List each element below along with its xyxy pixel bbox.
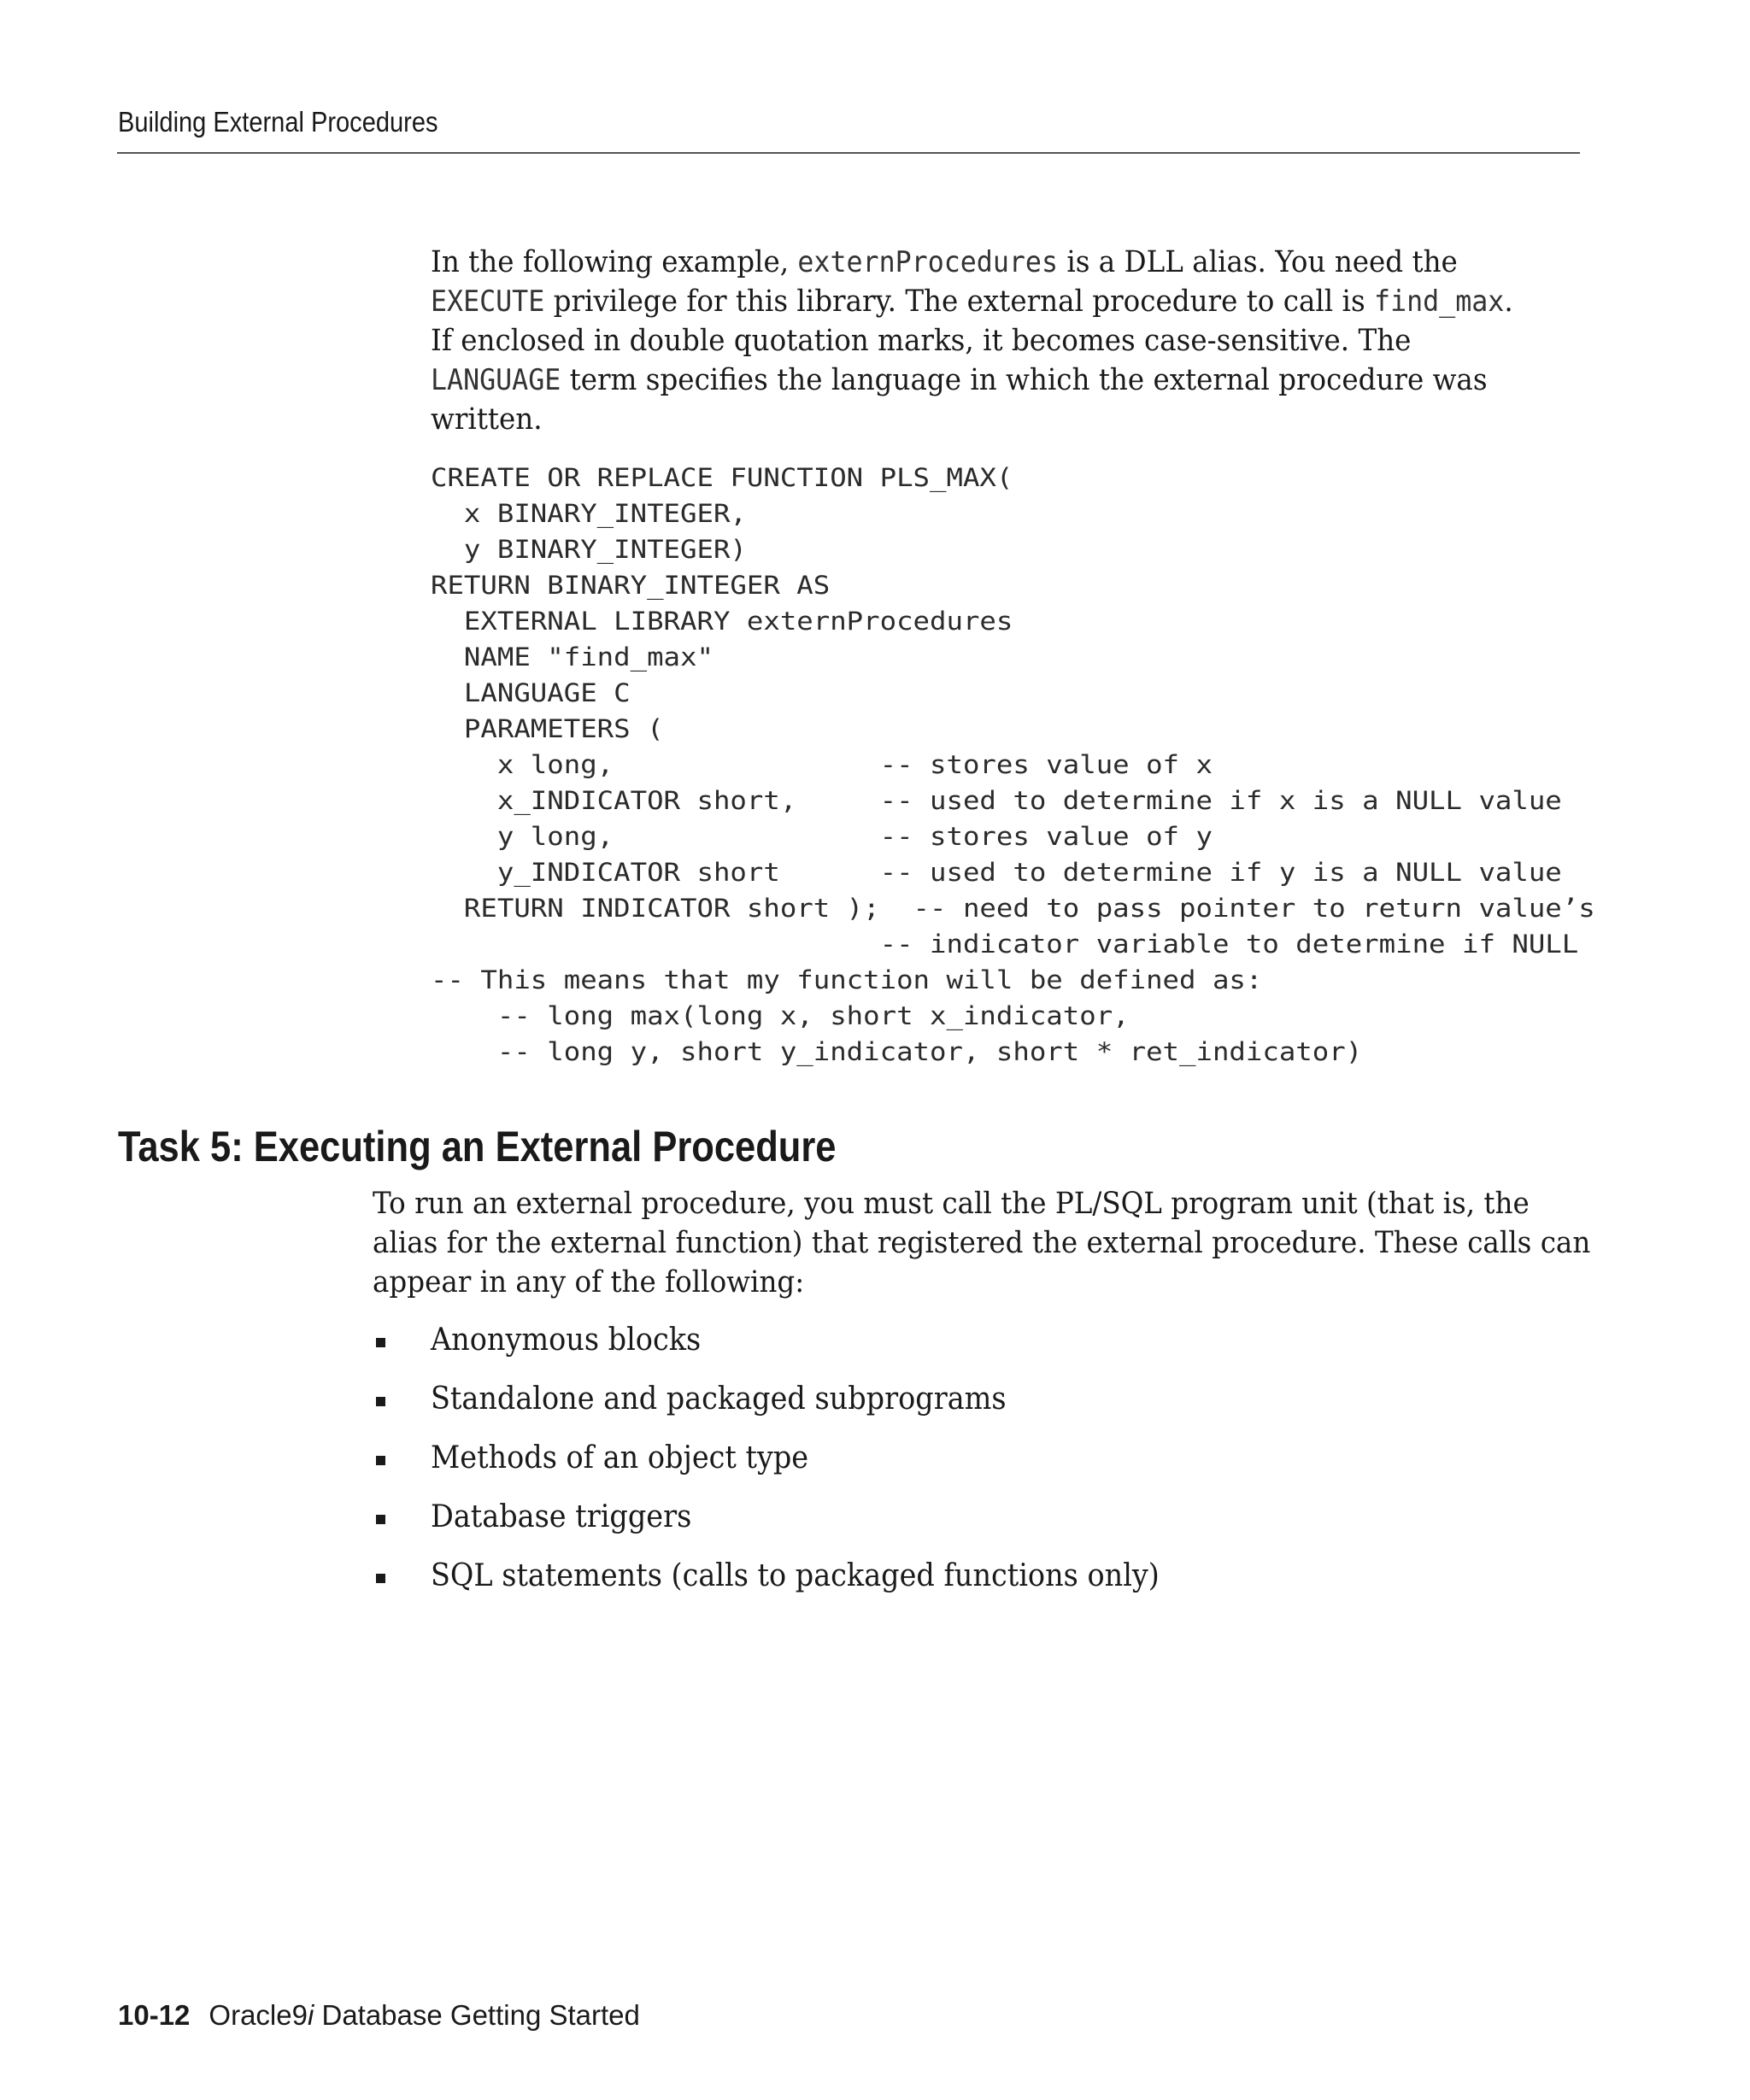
list-item-text: Anonymous blocks <box>431 1323 702 1358</box>
page-number: 10-12 <box>118 1999 191 2031</box>
running-header-title: Building External Procedures <box>118 106 438 138</box>
square-bullet-icon <box>376 1397 385 1406</box>
intro-line-1 <box>431 243 1512 282</box>
section-paragraph-line-2: alias for the external function) that registered the external procedure. These calls can <box>373 1226 1591 1260</box>
intro-line-3: If enclosed in double quotation marks, it becomes case-sensitive. The <box>431 324 1412 358</box>
section-heading: Task 5: Executing an External Procedure <box>118 1123 837 1170</box>
inline-code-language: LANGUAGE <box>431 363 561 397</box>
intro-text: is a DLL alias. You need the <box>1057 245 1458 279</box>
intro-line-5: written. <box>431 402 543 437</box>
section-paragraph-line-3: appear in any of the following: <box>373 1265 805 1299</box>
code-example-block: CREATE OR REPLACE FUNCTION PLS_MAX( x BINARY_INTEGER, y BINARY_INTEGER) RETURN BINARY_INTEGER AS EXTERNAL LIBRARY externProcedures NAME "find_max" LANGUAGE C PARAMETERS ( x long, -- stores value of x x_INDICATOR short, -- used to determine if x is a NULL value y long, -- stores value of y y_INDICATOR short -- used to determine if y is a NULL value RETURN INDICATOR short ); -- need to pass pointer to return value’s -- indicator variable to determine if NULL -- This means that my function will be defined as: -- long max(long x, short x_indicator, -- long y, short y_indicator, short * ret_indicator) <box>431 463 1595 1066</box>
intro-text: term specifies the language in which the external procedure was <box>561 363 1488 397</box>
intro-line-4 <box>431 361 1512 400</box>
intro-text: . <box>1504 284 1513 319</box>
list-item-text: Database triggers <box>431 1499 692 1534</box>
book-title-prefix: Oracle9 <box>208 1999 308 2031</box>
intro-line-2 <box>431 282 1512 321</box>
page-footer <box>118 1999 640 2032</box>
intro-text: In the following example, <box>431 245 798 279</box>
section-paragraph <box>373 1184 1591 1302</box>
square-bullet-icon <box>376 1574 385 1583</box>
inline-code-find-max: find_max <box>1374 284 1505 319</box>
square-bullet-icon <box>376 1338 385 1347</box>
square-bullet-icon <box>376 1515 385 1524</box>
intro-text: privilege for this library. The external procedure to call is <box>544 284 1375 319</box>
book-title-suffix: Database Getting Started <box>314 1999 640 2031</box>
list-item-text: SQL statements (calls to packaged functions only) <box>431 1558 1160 1593</box>
intro-paragraph <box>431 243 1512 439</box>
book-title-italic: i <box>307 1999 314 2031</box>
header-divider <box>117 152 1580 154</box>
list-item-text: Standalone and packaged subprograms <box>431 1381 1007 1417</box>
section-paragraph-line-1: To run an external procedure, you must call the PL/SQL program unit (that is, the <box>373 1187 1530 1221</box>
inline-code-externprocedures: externProcedures <box>797 245 1058 279</box>
book-title <box>208 1999 639 2031</box>
list-item-text: Methods of an object type <box>431 1440 809 1475</box>
inline-code-execute: EXECUTE <box>431 284 545 319</box>
square-bullet-icon <box>376 1456 385 1465</box>
